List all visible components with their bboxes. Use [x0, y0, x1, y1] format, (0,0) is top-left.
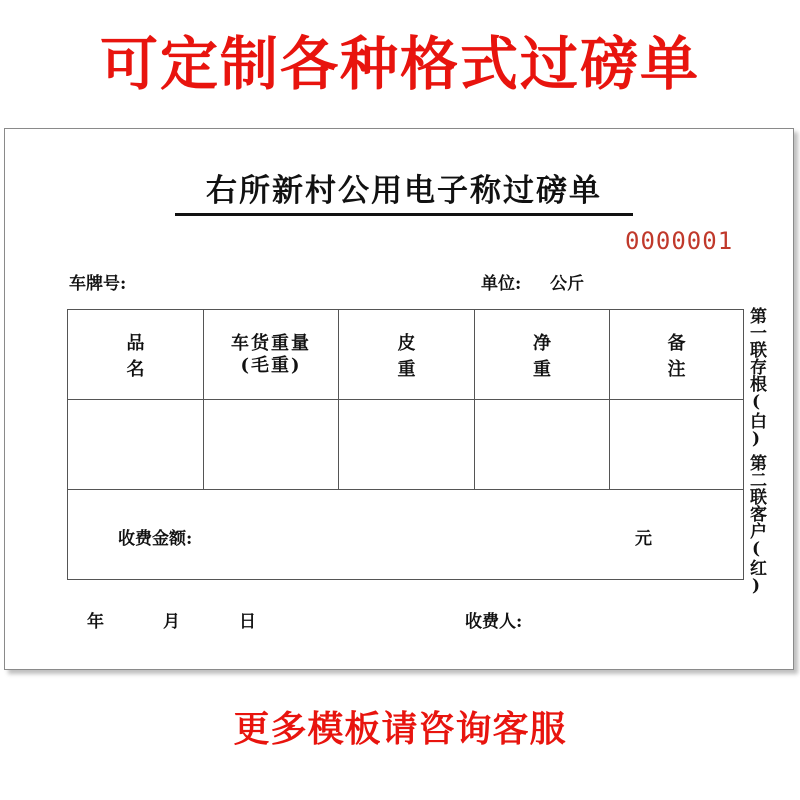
header-tare: 皮重 — [339, 310, 475, 399]
copy-note-stub: 第一联存根(白) — [746, 307, 766, 449]
table-header-row — [68, 310, 743, 400]
unit-value: 公斤 — [550, 274, 584, 294]
header-gross-weight-line1: 车货重量 — [231, 332, 311, 354]
cell-product-name[interactable] — [68, 400, 204, 489]
fee-row — [68, 490, 743, 579]
footer-day: 日 — [239, 612, 256, 632]
header-gross-weight — [204, 310, 339, 399]
cell-net[interactable] — [475, 400, 610, 489]
footer-month: 月 — [163, 612, 180, 632]
promo-banner-top: 可定制各种格式过磅单 — [99, 30, 700, 98]
header-net: 净重 — [475, 310, 610, 399]
fee-unit: 元 — [635, 529, 652, 549]
header-remarks: 备注 — [667, 332, 733, 380]
weighing-slip-form — [4, 128, 794, 670]
promo-banner-bottom: 更多模板请咨询客服 — [233, 709, 567, 750]
cell-tare[interactable] — [339, 400, 475, 489]
weight-table — [67, 309, 744, 580]
header-product-name: 品名 — [68, 310, 204, 399]
table-row — [68, 400, 743, 490]
plate-number-label: 车牌号: — [69, 274, 127, 294]
serial-number: 0000001 — [625, 227, 734, 255]
fee-amount-label: 收费金额: — [118, 529, 193, 549]
cell-remarks[interactable] — [610, 400, 743, 489]
footer-year: 年 — [87, 612, 104, 632]
footer-collector-label: 收费人: — [465, 612, 523, 632]
unit-label: 单位: — [481, 274, 522, 294]
cell-gross-weight[interactable] — [204, 400, 339, 489]
form-title: 右所新村公用电子称过磅单 — [175, 169, 633, 216]
header-gross-weight-line2: (毛重) — [240, 354, 302, 376]
copy-note-customer: 第二联客户(红) — [746, 454, 766, 596]
